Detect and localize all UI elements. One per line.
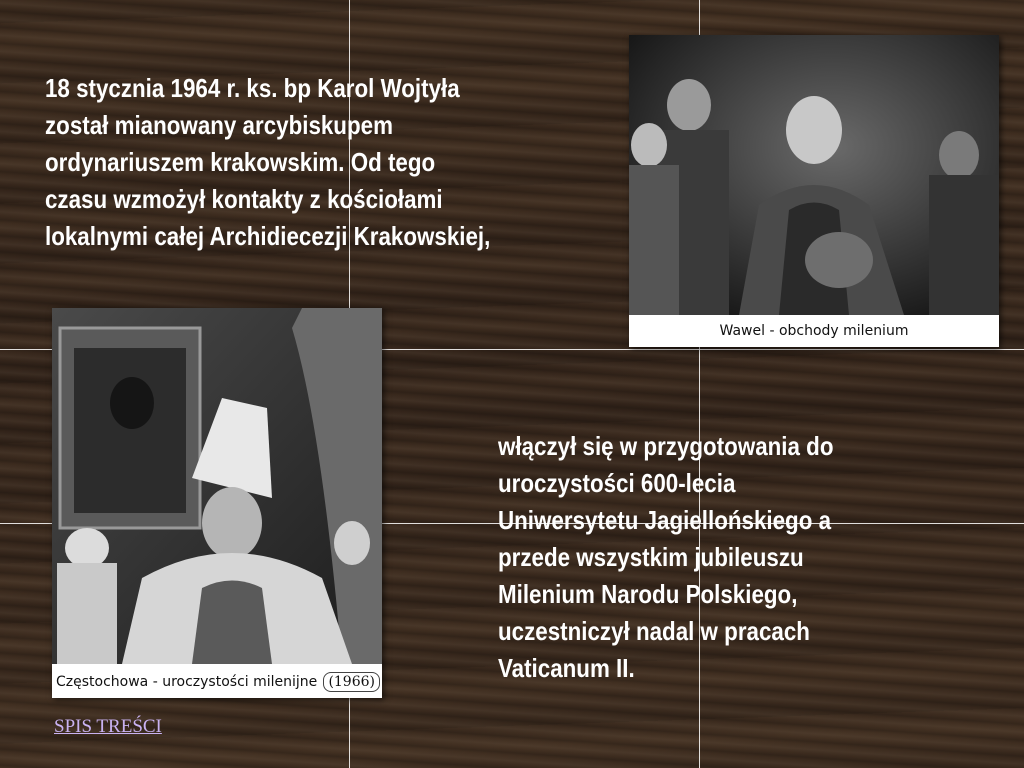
photo-wawel-image <box>629 35 999 315</box>
paragraph-line: został mianowany arcybiskupem <box>45 110 393 140</box>
paragraph-line: czasu wzmożył kontakty z kościołami <box>45 184 443 214</box>
wawel-photo-illustration <box>629 35 999 315</box>
paragraph-line: przede wszystkim jubileuszu <box>498 542 804 572</box>
photo-czestochowa-caption: Częstochowa - uroczystości milenijne <box>56 674 318 690</box>
photo-czestochowa <box>52 308 382 698</box>
table-of-contents-link[interactable]: SPIS TREŚCI <box>54 716 162 737</box>
paragraph-line: Vaticanum II. <box>498 653 635 683</box>
czestochowa-photo-illustration <box>52 308 382 664</box>
paragraph-line: lokalnymi całej Archidiecezji Krakowskiej, <box>45 221 491 251</box>
paragraph-appointment <box>45 70 490 255</box>
paragraph-line: włączył się w przygotowania do <box>498 431 834 461</box>
paragraph-line: ordynariuszem krakowskim. Od tego <box>45 147 436 177</box>
paragraph-line: uczestniczył nadal w pracach <box>498 616 810 646</box>
paragraph-line: uroczystości 600-lecia <box>498 468 736 498</box>
photo-czestochowa-image <box>52 308 382 664</box>
paragraph-line: 18 stycznia 1964 r. ks. bp Karol Wojtyła <box>45 73 460 103</box>
photo-czestochowa-year: (1966) <box>323 672 380 692</box>
photo-wawel-caption: Wawel - obchody milenium <box>629 315 999 347</box>
paragraph-preparations <box>498 428 833 687</box>
photo-czestochowa-caption-bar <box>52 666 382 698</box>
paragraph-line: Uniwersytetu Jagiellońskiego a <box>498 505 832 535</box>
paragraph-line: Milenium Narodu Polskiego, <box>498 579 798 609</box>
photo-wawel <box>629 35 999 347</box>
